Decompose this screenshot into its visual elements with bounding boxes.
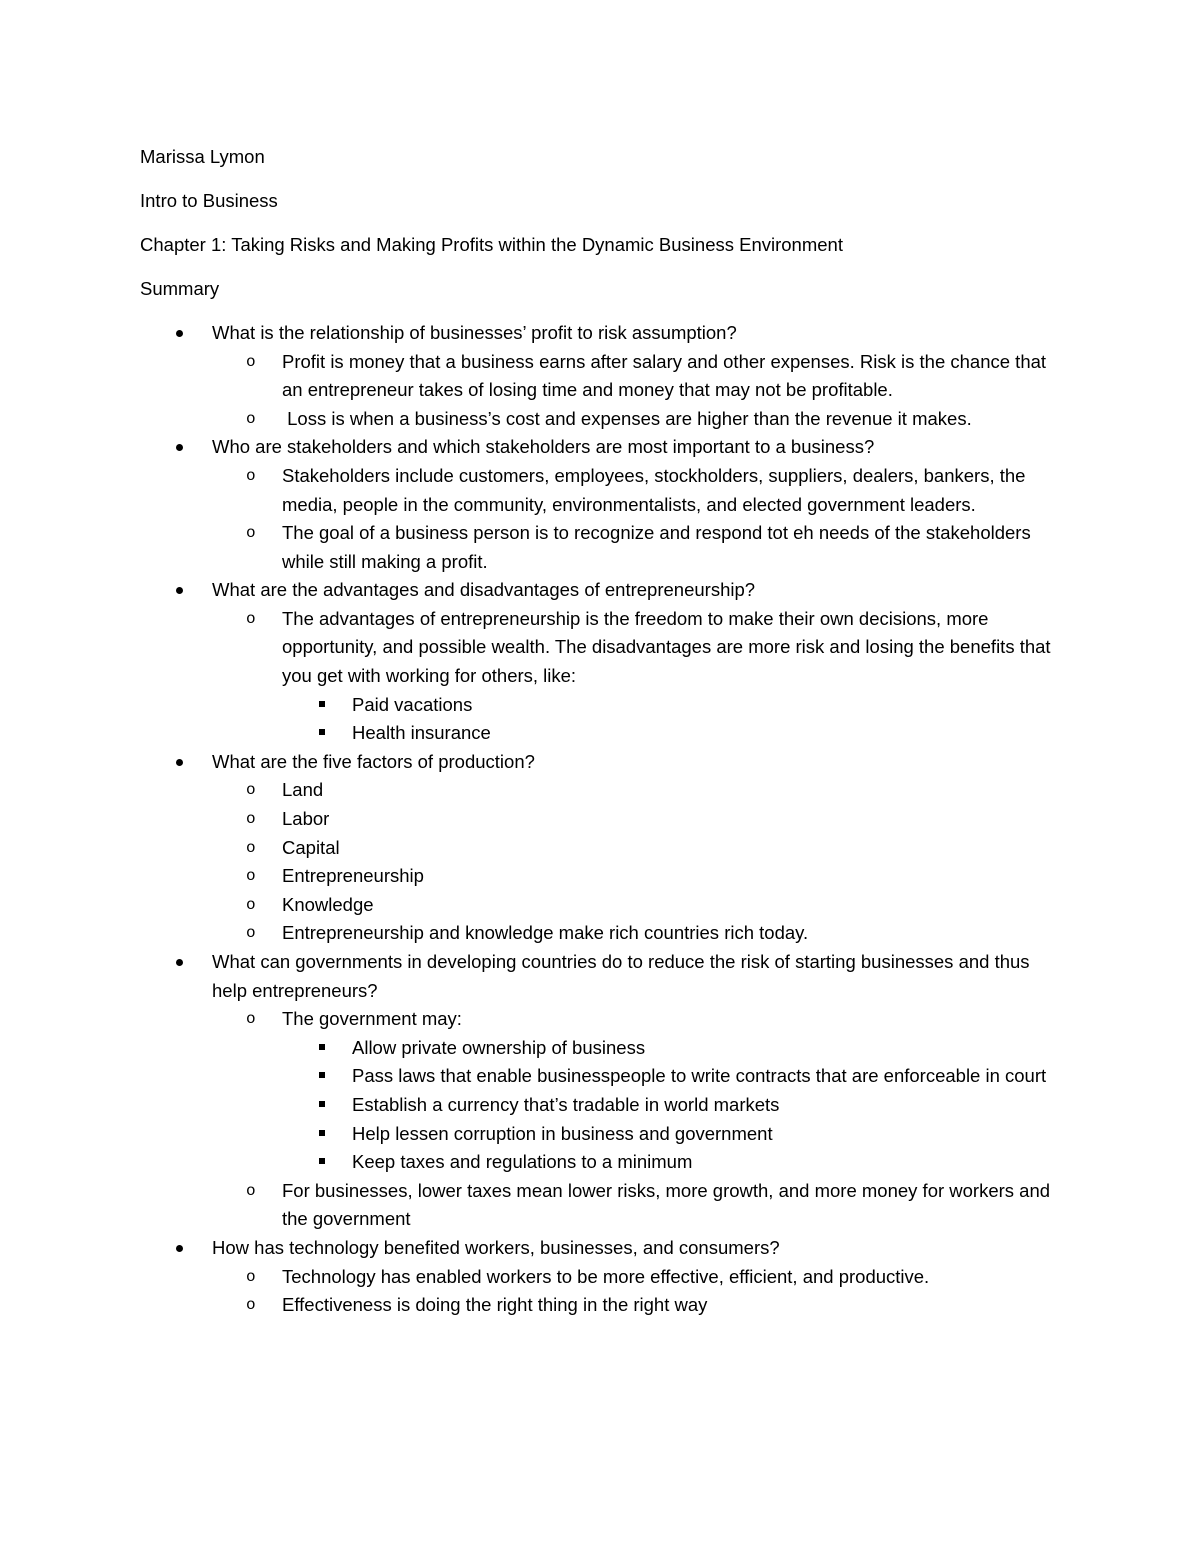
summary-list [140,319,1060,1320]
author-name: Marissa Lymon [140,146,265,167]
answer-item [212,1005,1060,1177]
answer-item [212,605,1060,748]
answer-text: The government may: [282,1008,462,1030]
bullet-circle-icon: o [246,895,256,914]
sub-answer-text: Keep taxes and regulations to a minimum [352,1151,693,1173]
answer-text: The goal of a business person is to recognize and respond tot eh needs of the stakeholders while still making a profit. [282,522,1031,572]
bullet-circle-icon: o [246,609,256,628]
sub-answer-item [282,1120,1060,1149]
answer-item [212,1291,1060,1320]
bullet-square-icon [319,1072,325,1078]
sub-answer-item [282,719,1060,748]
answer-list [212,776,1060,948]
answer-text: Profit is money that a business earns after salary and other expenses. Risk is the chance that an entrepreneur takes of losing time and money that may not be profitable. [282,350,1047,401]
bullet-circle-icon: o [246,810,256,829]
bullet-circle-icon: o [246,409,256,428]
question-text: What are the advantages and disadvantages of entrepreneurship? [212,579,756,601]
sub-answer-list [282,691,1060,748]
bullet-circle-icon: o [246,352,256,371]
answer-text: Entrepreneurship and knowledge make rich countries rich today. [282,922,809,944]
bullet-disc-icon [176,1245,183,1252]
answer-text: Entrepreneurship [282,865,424,887]
answer-text: The advantages of entrepreneurship is the freedom to make their own decisions, more opportunity, and possible wealth. The disadvantages are more risk and losing the benefits that you get with working for others, like: [282,607,1051,687]
summary-question-item [140,748,1060,948]
answer-list [212,1005,1060,1234]
answer-item [212,1263,1060,1292]
answer-item [212,776,1060,805]
answer-item [212,405,1060,434]
bullet-disc-icon [176,444,183,451]
answer-item [212,834,1060,863]
answer-item [212,862,1060,891]
bullet-disc-icon [176,959,183,966]
summary-question-item [140,1234,1060,1320]
bullet-square-icon [319,1044,325,1050]
bullet-circle-icon: o [246,524,256,543]
sub-answer-text: Help lessen corruption in business and government [352,1122,773,1144]
question-text: What can governments in developing countries do to reduce the risk of starting businesses and thus help entrepreneurs? [212,951,1030,1001]
bullet-circle-icon: o [246,1181,256,1200]
sub-answer-text: Pass laws that enable businesspeople to write contracts that are enforceable in court [352,1065,1047,1087]
sub-answer-text: Allow private ownership of business [352,1036,646,1058]
answer-text: Knowledge [282,893,374,915]
question-text: How has technology benefited workers, businesses, and consumers? [212,1236,780,1258]
bullet-circle-icon: o [246,838,256,857]
bullet-circle-icon: o [246,867,256,886]
summary-question-item [140,433,1060,576]
sub-answer-item [282,1091,1060,1120]
answer-item [212,462,1060,519]
chapter-title: Chapter 1: Taking Risks and Making Profits within the Dynamic Business Environment [140,233,843,255]
bullet-circle-icon: o [246,1267,256,1286]
answer-text: Land [282,779,324,801]
sub-answer-item [282,1034,1060,1063]
bullet-disc-icon [176,587,183,594]
question-text: Who are stakeholders and which stakeholders are most important to a business? [212,436,875,458]
answer-list [212,462,1060,576]
summary-question-item [140,319,1060,433]
answer-text: Loss is when a business’s cost and expenses are higher than the revenue it makes. [282,407,972,429]
sub-answer-list [282,1034,1060,1177]
answer-item [212,891,1060,920]
document-body [140,143,1060,1320]
bullet-square-icon [319,701,325,707]
bullet-square-icon [319,1101,325,1107]
answer-item [212,519,1060,576]
bullet-circle-icon: o [246,781,256,800]
section-heading: Summary [140,277,220,299]
bullet-disc-icon [176,759,183,766]
course-name: Intro to Business [140,189,278,211]
answer-text: Labor [282,808,330,830]
bullet-square-icon [319,1130,325,1136]
answer-item [212,919,1060,948]
bullet-circle-icon: o [246,1010,256,1029]
answer-text: Effectiveness is doing the right thing in the right way [282,1294,708,1316]
sub-answer-text: Health insurance [352,722,491,744]
bullet-square-icon [319,1158,325,1164]
answer-item [212,348,1060,405]
answer-list [212,348,1060,434]
summary-question-item [140,948,1060,1234]
bullet-square-icon [319,729,325,735]
question-text: What are the five factors of production? [212,750,535,772]
bullet-disc-icon [176,330,183,337]
answer-text: Technology has enabled workers to be more effective, efficient, and productive. [282,1265,930,1287]
answer-item [212,1177,1060,1234]
bullet-circle-icon: o [246,466,256,485]
sub-answer-text: Establish a currency that’s tradable in world markets [352,1093,780,1115]
answer-text: For businesses, lower taxes mean lower risks, more growth, and more money for workers and the government [282,1179,1051,1230]
sub-answer-item [282,1062,1060,1091]
answer-text: Stakeholders include customers, employees, stockholders, suppliers, dealers, bankers, the media, people in the community, environmentalists, and elected government leaders. [282,464,1026,515]
sub-answer-item [282,1148,1060,1177]
sub-answer-item [282,691,1060,720]
bullet-circle-icon: o [246,1296,256,1315]
answer-item [212,805,1060,834]
answer-text: Capital [282,836,340,858]
answer-list [212,1263,1060,1320]
sub-answer-text: Paid vacations [352,693,473,715]
answer-list [212,605,1060,748]
bullet-circle-icon: o [246,924,256,943]
summary-question-item [140,576,1060,748]
question-text: What is the relationship of businesses’ profit to risk assumption? [212,321,737,343]
